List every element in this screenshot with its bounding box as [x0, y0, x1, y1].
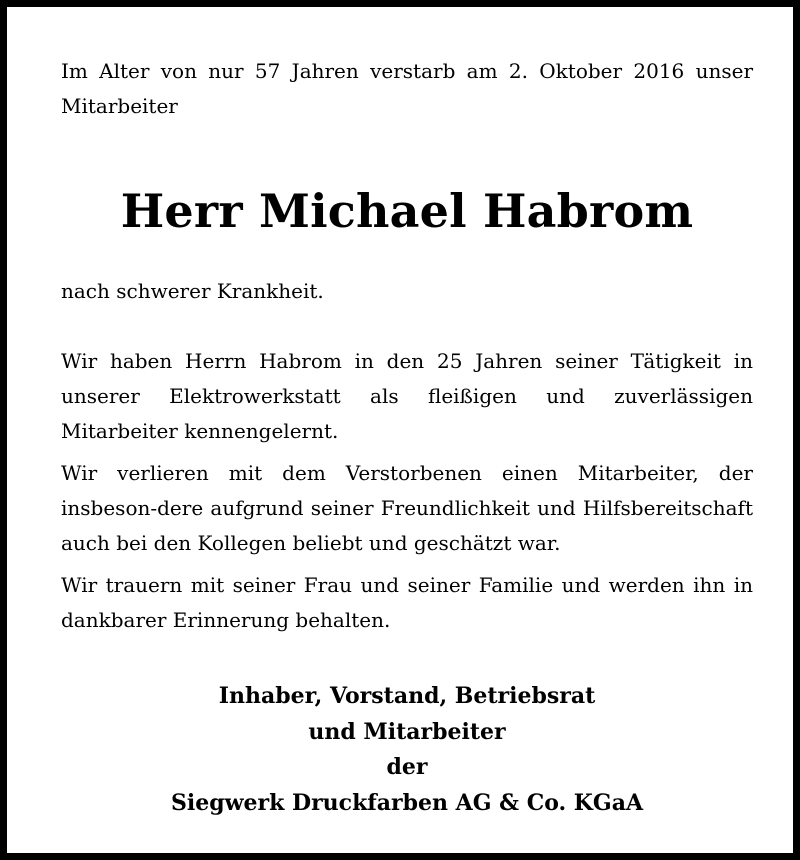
- company-name: Siegwerk Druckfarben AG & Co. KGaA: [170, 789, 644, 816]
- obituary-content: [61, 54, 753, 816]
- signature-block: [61, 679, 753, 821]
- paragraph-character: Wir verlieren mit dem Verstorbenen einen Mitarbeiter, der insbeson-dere aufgrund seiner Freundlichkeit und Hilfsbereitschaft auch bei den Kollegen beliebt und geschätzt war.: [61, 461, 753, 555]
- signature-line-1: Inhaber, Vorstand, Betriebsrat: [218, 683, 596, 709]
- paragraph-condolence: Wir trauern mit seiner Frau und seiner Familie und werden ihn in dankbarer Erinnerung behalten.: [61, 573, 753, 632]
- intro-text: Im Alter von nur 57 Jahren verstarb am 2. Oktober 2016 unser Mitarbeiter: [61, 59, 753, 118]
- paragraph-tenure: Wir haben Herrn Habrom in den 25 Jahren seiner Tätigkeit in unserer Elektrowerkstatt als fleißigen und zuverlässigen Mitarbeiter kennengelernt.: [61, 349, 753, 443]
- signature-line-3: der: [386, 754, 428, 780]
- deceased-name: Herr Michael Habrom: [120, 184, 694, 238]
- signature-line-2: und Mitarbeiter: [308, 718, 506, 745]
- body-paragraphs: [61, 344, 753, 645]
- cause-text: nach schwerer Krankheit.: [61, 279, 324, 303]
